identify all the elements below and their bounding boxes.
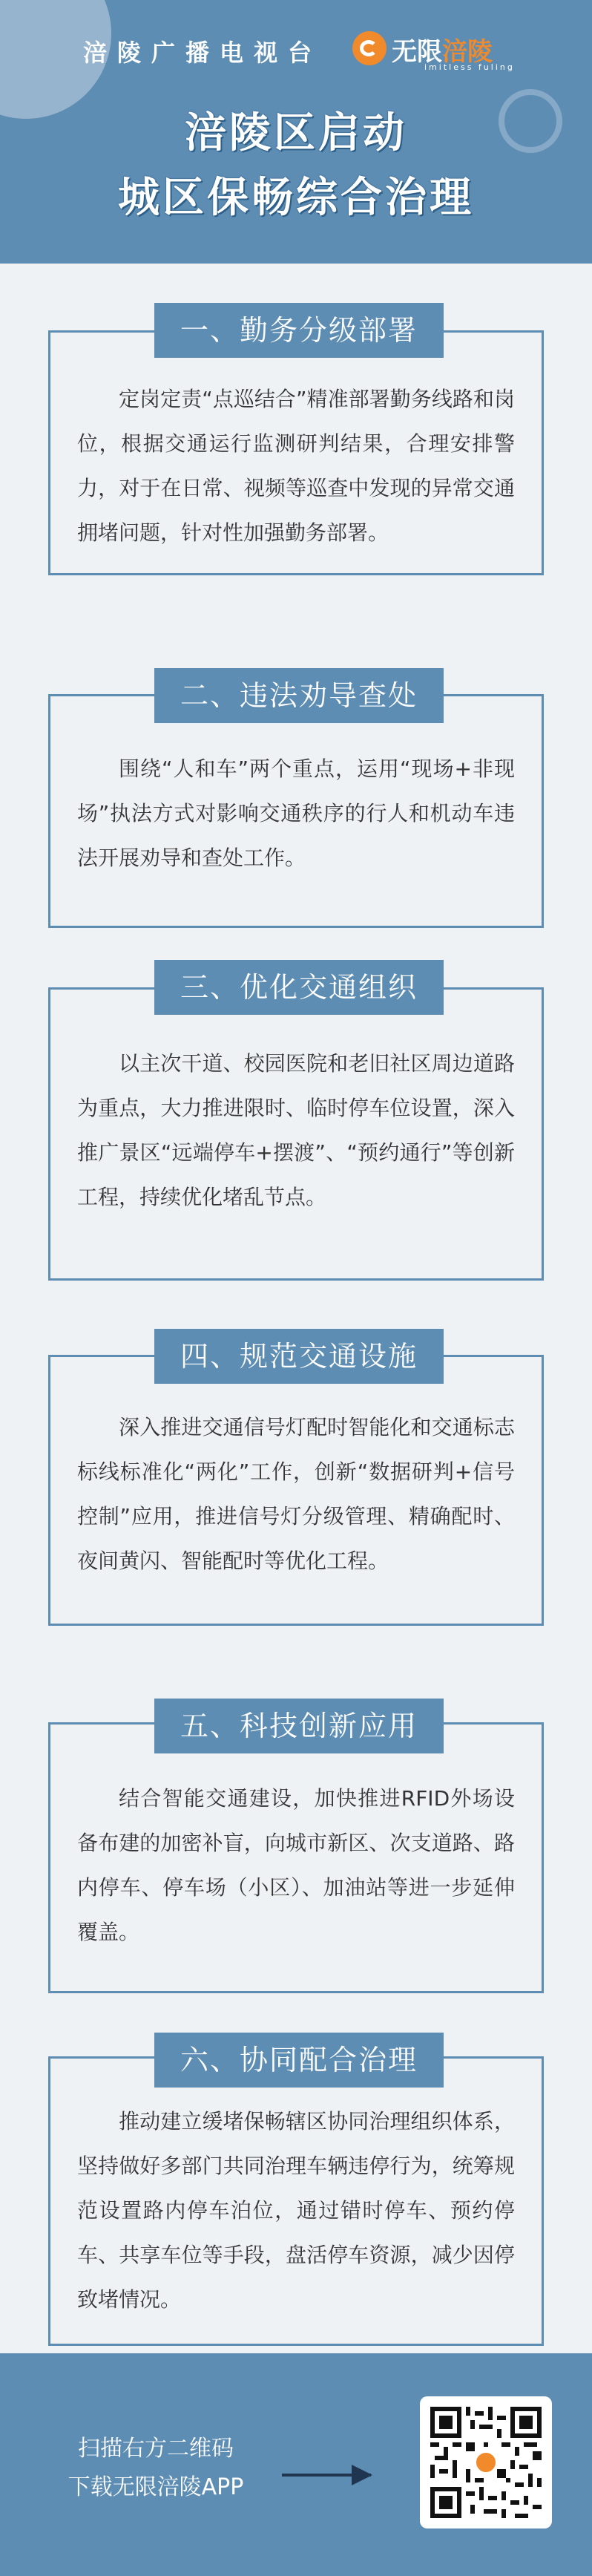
- section-body: 以主次干道、校园医院和老旧社区周边道路为重点，大力推进限时、临时停车位设置，深入推广景区“远端停车+摆渡”、“预约通行”等创新工程，持续优化堵乱节点。: [77, 1051, 515, 1209]
- section-coordinated-governance: [48, 2044, 544, 2346]
- section-heading: 四、规范交通设施: [154, 1329, 444, 1384]
- section-heading: 二、违法劝导查处: [154, 668, 444, 723]
- brand-logo-icon: [352, 31, 387, 65]
- section-body: 结合智能交通建设，加快推进RFID外场设备布建的加密补盲，向城市新区、次支道路、路内停车、停车场（小区）、加油站等进一步延伸覆盖。: [77, 1786, 515, 1944]
- brand-name-main: 无限: [392, 37, 442, 67]
- section-heading: 五、科技创新应用: [154, 1699, 444, 1753]
- section-traffic-facilities: [48, 1340, 544, 1626]
- section-body: 深入推进交通信号灯配时智能化和交通标志标线标准化“两化”工作，创新“数据研判+信号控制”应用，推进信号灯分级管理、精确配时、夜间黄闪、智能配时等优化工程。: [77, 1415, 515, 1573]
- section-body: 围绕“人和车”两个重点，运用“现场+非现场”执法方式对影响交通秩序的行人和机动车违法开展劝导和查处工作。: [77, 756, 515, 870]
- section-violation-enforcement: [48, 679, 544, 928]
- section-heading: 三、优化交通组织: [154, 960, 444, 1015]
- section-heading: 六、协同配合治理: [154, 2033, 444, 2088]
- qr-center-logo-icon: [474, 2451, 498, 2474]
- brand-bar: [74, 30, 534, 72]
- section-body: 推动建立缓堵保畅辖区协同治理组织体系，坚持做好多部门共同治理车辆违停行为，统筹规范设置路内停车泊位，通过错时停车、预约停车、共享车位等手段，盘活停车资源，减少因停致堵情况。: [77, 2109, 515, 2312]
- section-heading: 一、勤务分级部署: [154, 303, 444, 358]
- page-title-line2: 城区保畅综合治理: [118, 174, 474, 222]
- station-name: 涪陵广播电视台: [83, 39, 323, 67]
- section-body: 定岗定责“点巡结合”精准部署勤务线路和岗位，根据交通运行监测研判结果，合理安排警力，对于在日常、视频等巡查中发现的异常交通拥堵问题，针对性加强勤务部署。: [77, 387, 515, 545]
- arrow-right-icon: [282, 2474, 371, 2477]
- footer-download-bar: [0, 2353, 592, 2576]
- footer-scan-text: 扫描右方二维码: [78, 2436, 234, 2462]
- page-title-line1: 涪陵区启动: [185, 109, 407, 157]
- footer-download-text: 下载无限涪陵APP: [68, 2474, 244, 2500]
- brand-name-accent: 涪陵: [442, 37, 493, 67]
- section-traffic-organization: [48, 971, 544, 1281]
- brand-subtitle: imitless fuling: [424, 62, 515, 72]
- header-banner: [0, 0, 592, 264]
- qr-code-frame[interactable]: [420, 2396, 552, 2528]
- section-tech-innovation: [48, 1710, 544, 1993]
- section-duty-deployment: [48, 314, 544, 575]
